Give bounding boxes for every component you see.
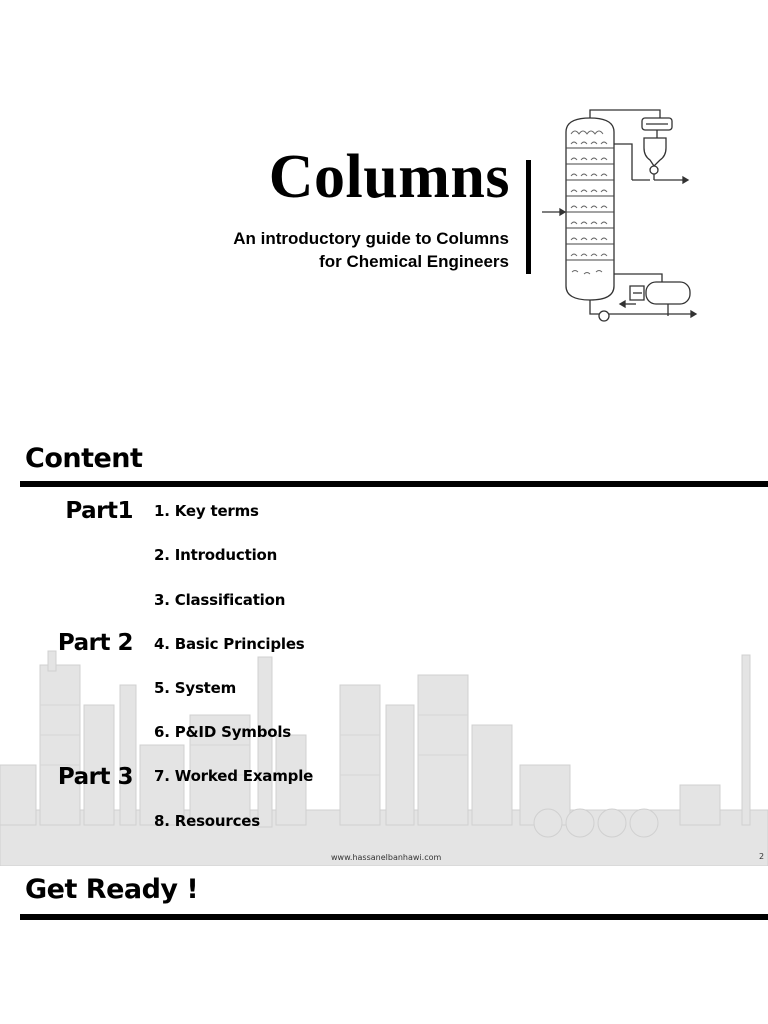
- toc-item-pid-symbols: 6. P&ID Symbols: [154, 723, 292, 741]
- part-label-1: Part1: [65, 498, 133, 524]
- title-divider: [526, 160, 531, 274]
- get-ready-slide: [0, 866, 768, 1024]
- page-title: Columns: [268, 143, 510, 211]
- toc-item-introduction: 2. Introduction: [154, 546, 278, 564]
- part-label-2: Part 2: [57, 630, 133, 656]
- subtitle-line-1: An introductory guide to Columns: [233, 229, 509, 248]
- toc-item-key-terms: 1. Key terms: [154, 502, 259, 520]
- toc-item-basic-principles: 4. Basic Principles: [154, 635, 305, 653]
- page-number: 2: [759, 852, 765, 861]
- refinery-skyline-icon: [0, 645, 768, 866]
- content-slide: [0, 420, 768, 866]
- toc-item-resources: 8. Resources: [154, 812, 260, 830]
- content-heading: Content: [25, 443, 143, 474]
- heading-rule: [20, 481, 768, 487]
- get-ready-heading: Get Ready !: [25, 874, 199, 905]
- subtitle-line-2: for Chemical Engineers: [319, 252, 509, 271]
- toc-item-worked-example: 7. Worked Example: [154, 767, 314, 785]
- distillation-column-icon: [538, 104, 698, 328]
- toc-item-classification: 3. Classification: [154, 591, 286, 609]
- part-label-3: Part 3: [57, 764, 133, 790]
- toc-item-system: 5. System: [154, 679, 237, 697]
- title-slide: [0, 0, 768, 420]
- heading-rule: [20, 914, 768, 920]
- footer-url: www.hassanelbanhawi.com: [331, 853, 442, 862]
- subtitle: [233, 227, 509, 273]
